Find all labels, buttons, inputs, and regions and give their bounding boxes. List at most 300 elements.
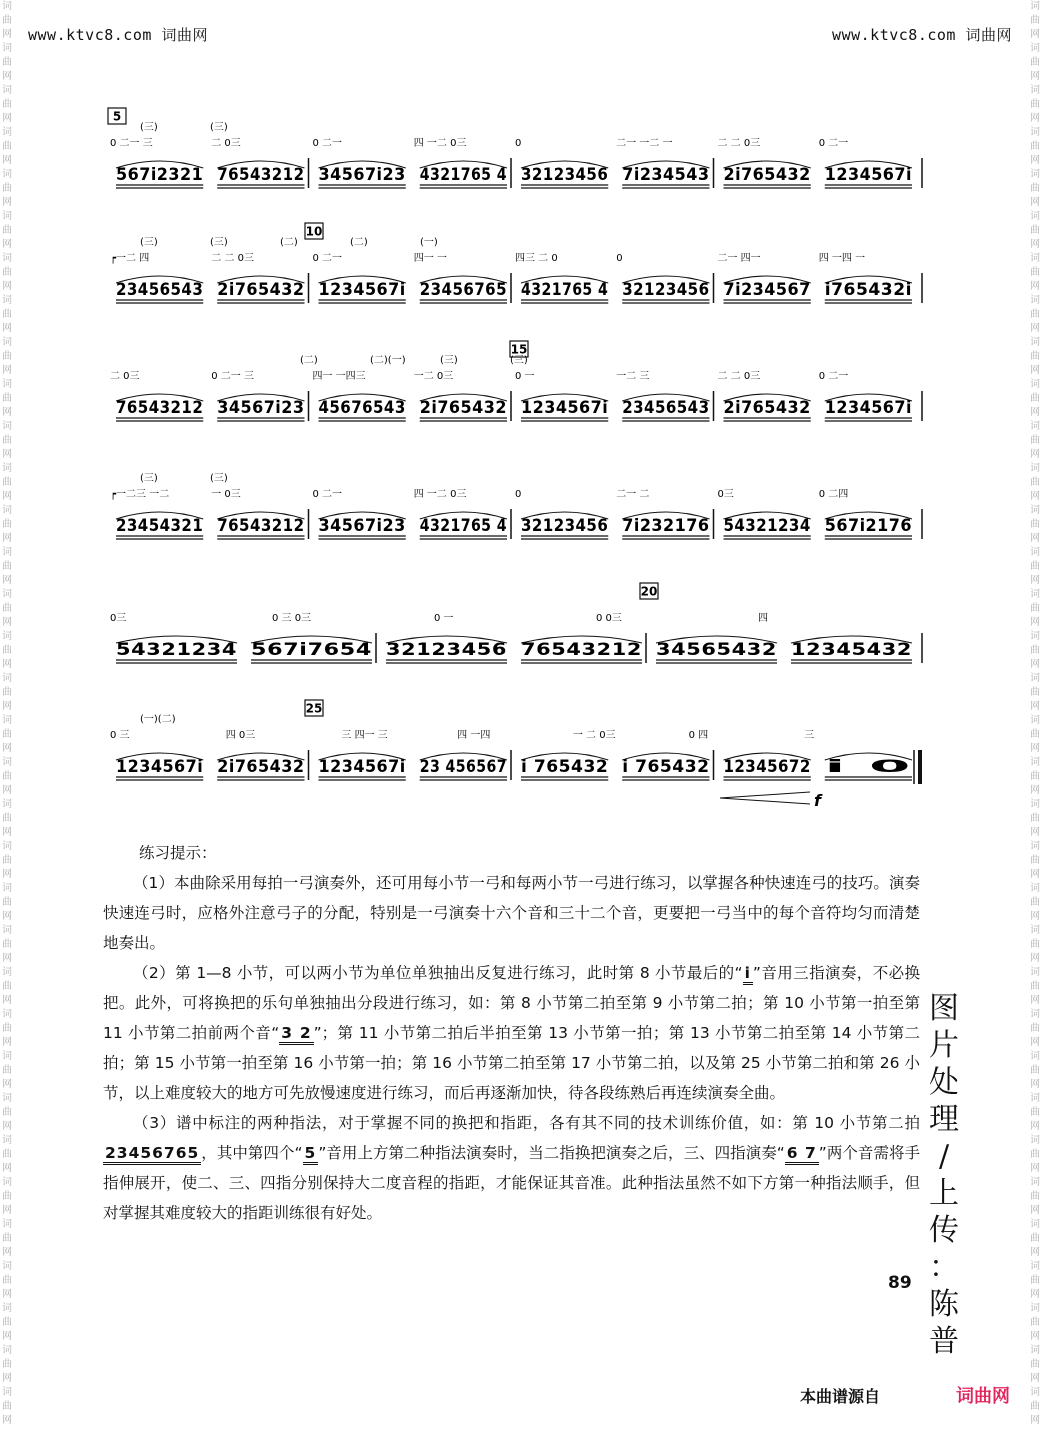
watermark-char: 网 xyxy=(1030,575,1040,586)
watermark-char: 网 xyxy=(1030,1079,1040,1090)
practice-tips xyxy=(103,838,920,1228)
watermark-char: 词 xyxy=(1030,379,1040,390)
watermark-char: 曲 xyxy=(1030,99,1040,110)
music-score xyxy=(100,100,930,820)
watermark-char: 词 xyxy=(1030,631,1040,642)
watermark-char: 词 xyxy=(2,379,12,390)
watermark-char: 曲 xyxy=(2,855,12,866)
watermark-char: 网 xyxy=(1030,533,1040,544)
watermark-char: 词 xyxy=(2,463,12,474)
watermark-char: 网 xyxy=(1030,281,1040,292)
tips-p3-part-c: ”音用上方第二种指法演奏时，当二指换把演奏之后，三、四指演奏“ xyxy=(318,1144,785,1162)
watermark-char: 网 xyxy=(2,659,12,670)
watermark-char: 词 xyxy=(2,799,12,810)
fingering-mark: 0 xyxy=(515,138,522,149)
note-group: 32123456 xyxy=(521,165,609,185)
note-group: 12345432 xyxy=(791,640,912,660)
position-mark: (二) xyxy=(280,237,298,248)
note-group: 54321234 xyxy=(116,640,237,660)
watermark-char: 词 xyxy=(2,1135,12,1146)
watermark-char: 网 xyxy=(1030,953,1040,964)
position-mark: (三) xyxy=(210,122,228,133)
note-group: 567i2176 xyxy=(824,516,912,536)
note-group: 4321765 4 xyxy=(419,516,507,536)
watermark-char: 词 xyxy=(1030,841,1040,852)
fingering-mark: 二 二 0三 xyxy=(211,253,254,264)
note-group: 1234567i xyxy=(318,280,406,300)
page-number: 89 xyxy=(888,1273,912,1293)
watermark-char: 曲 xyxy=(2,1401,12,1412)
watermark-char: 网 xyxy=(2,491,12,502)
position-mark: (二) xyxy=(350,237,368,248)
note-group: 4321765 4 xyxy=(521,280,609,300)
inline-notes-23456765: 23456765 xyxy=(103,1144,201,1165)
watermark-char: 网 xyxy=(1030,869,1040,880)
fingering-mark: 0三 xyxy=(110,613,127,624)
fingering-mark: 一二 0三 xyxy=(413,371,454,382)
watermark-char: 网 xyxy=(1030,701,1040,712)
header-left xyxy=(28,24,208,45)
watermark-char: 曲 xyxy=(2,561,12,572)
watermark-char: 词 xyxy=(1030,505,1040,516)
watermark-char: 网 xyxy=(1030,1289,1040,1300)
watermark-char: 曲 xyxy=(2,771,12,782)
watermark-char: 网 xyxy=(2,785,12,796)
watermark-char: 词 xyxy=(1030,43,1040,54)
note-group: 2i765432 xyxy=(217,280,305,300)
fingering-mark: 二一 二 xyxy=(616,489,650,500)
note-group: 1234567i xyxy=(521,398,609,418)
watermark-char: 网 xyxy=(2,449,12,460)
watermark-char: 曲 xyxy=(2,687,12,698)
dynamic-mark: f xyxy=(814,791,821,810)
watermark-char: 曲 xyxy=(2,1191,12,1202)
caption-char: / xyxy=(938,1139,950,1174)
watermark-char: 曲 xyxy=(1030,771,1040,782)
position-mark: (三) xyxy=(210,473,228,484)
watermark-char: 曲 xyxy=(2,1149,12,1160)
watermark-char: 词 xyxy=(2,253,12,264)
watermark-char: 曲 xyxy=(2,225,12,236)
note-group: i 0 xyxy=(824,757,912,777)
position-mark: (二) xyxy=(300,355,318,366)
watermark-char: 曲 xyxy=(2,477,12,488)
watermark-char: 网 xyxy=(1030,113,1040,124)
watermark-char: 词 xyxy=(2,1177,12,1188)
watermark-char: 词 xyxy=(2,673,12,684)
note-group: 32123456 xyxy=(622,280,710,300)
footer-source-label: 本曲谱源自 xyxy=(800,1387,881,1406)
crescendo-hairpin xyxy=(720,792,810,804)
watermark-char: 词 xyxy=(2,841,12,852)
note-group: 76543212 xyxy=(217,165,305,185)
watermark-char: 词 xyxy=(1030,1,1040,12)
watermark-char: 词 xyxy=(1030,925,1040,936)
watermark-char: 词 xyxy=(2,925,12,936)
watermark-char: 网 xyxy=(1030,1037,1040,1048)
watermark-char: 网 xyxy=(1030,995,1040,1006)
position-mark: (二)(一) xyxy=(370,355,406,366)
fingering-mark: 一二 三 xyxy=(616,371,650,382)
note-group: 34567i23 xyxy=(318,165,406,185)
tips-p3-part-b: ，其中第四个“ xyxy=(201,1144,303,1162)
fingering-mark: 二 0三 xyxy=(110,371,140,382)
caption-char: 上 xyxy=(929,1176,959,1211)
fingering-mark: 三 四一 三 xyxy=(341,730,388,741)
note-group: 34565432 xyxy=(656,640,777,660)
watermark-char: 词 xyxy=(1030,1219,1040,1230)
tips-p2-part-c: ”；第 11 小节第二拍后半拍至第 13 小节第一拍；第 13 小节第二拍至第 14 小节第二拍；第 15 小节第一拍至第 16 小节第一拍；第 16 小节第二拍至第 17 小节第二拍，以及第 25 小节第二拍和第 26 小节，以上难度较大的地方可先放慢速度进行练习，而后再逐渐加快，待各段练熟后再连续演奏全曲。 xyxy=(103,1024,920,1102)
watermark-char: 词 xyxy=(1030,547,1040,558)
watermark-char: 网 xyxy=(2,1079,12,1090)
watermark-char: 曲 xyxy=(2,141,12,152)
note-group: 34567i23 xyxy=(217,398,305,418)
watermark-char: 曲 xyxy=(1030,981,1040,992)
fingering-mark: 一 二 0三 xyxy=(572,730,616,741)
rehearsal-mark-number: 25 xyxy=(305,701,323,716)
watermark-char: 词 xyxy=(2,127,12,138)
watermark-char: 词 xyxy=(1030,589,1040,600)
position-mark: (三) xyxy=(140,122,158,133)
caption-char: 普 xyxy=(929,1324,959,1359)
rehearsal-mark-number: 15 xyxy=(510,342,528,357)
watermark-char: 曲 xyxy=(2,57,12,68)
watermark-char: 网 xyxy=(2,1247,12,1258)
note-group: 23454321 xyxy=(116,516,204,536)
note-group: 1234567i xyxy=(824,165,912,185)
fingering-mark: 0 一 xyxy=(515,371,535,382)
watermark-char: 曲 xyxy=(1030,897,1040,908)
tips-paragraph-3 xyxy=(103,1108,920,1228)
position-mark: (一) xyxy=(420,237,438,248)
watermark-char: 词 xyxy=(1030,85,1040,96)
watermark-char: 网 xyxy=(2,617,12,628)
watermark-char: 曲 xyxy=(2,981,12,992)
watermark-char: 网 xyxy=(2,407,12,418)
watermark-char: 词 xyxy=(2,1219,12,1230)
watermark-char: 曲 xyxy=(2,99,12,110)
watermark-char: 曲 xyxy=(1030,57,1040,68)
watermark-char: 曲 xyxy=(1030,141,1040,152)
note-group: 1234567i xyxy=(318,757,406,777)
note-group: 76543212 xyxy=(217,516,305,536)
watermark-char: 曲 xyxy=(2,183,12,194)
watermark-char: 词 xyxy=(1030,1345,1040,1356)
watermark-char: 词 xyxy=(2,1051,12,1062)
watermark-char: 网 xyxy=(1030,827,1040,838)
fingering-mark: 四 一二 0三 xyxy=(413,138,467,149)
watermark-char: 曲 xyxy=(1030,225,1040,236)
tips-p2-part-b: ”音用三指演奏，不必换把。此外，可将换把的乐句单独抽出分段进行练习，如：第 8 小节第二拍至第 9 小节第二拍；第 10 小节第一拍至第 11 小节第二拍前两个音“ xyxy=(103,964,921,1042)
watermark-char: 曲 xyxy=(1030,855,1040,866)
watermark-char: 词 xyxy=(1030,883,1040,894)
watermark-char: 网 xyxy=(2,365,12,376)
watermark-char: 网 xyxy=(1030,365,1040,376)
watermark-char: 曲 xyxy=(1030,1317,1040,1328)
header-right xyxy=(832,24,1012,45)
fingering-mark: 二一 四一 xyxy=(717,253,761,264)
tips-paragraph-2 xyxy=(103,958,920,1108)
caption-char: ： xyxy=(929,1250,959,1285)
watermark-char: 网 xyxy=(1030,239,1040,250)
note-group: 23 456567 xyxy=(419,757,507,777)
header-left-url[interactable]: www.ktvc8.com xyxy=(28,26,152,44)
watermark-char: 词 xyxy=(1030,127,1040,138)
watermark-char: 网 xyxy=(2,1331,12,1342)
watermark-char: 曲 xyxy=(1030,603,1040,614)
fingering-mark: 四 一四 一 xyxy=(818,253,866,264)
watermark-char: 词 xyxy=(2,589,12,600)
watermark-char: 词 xyxy=(1030,673,1040,684)
position-mark: (三) xyxy=(440,355,458,366)
note-group: 2i765432 xyxy=(217,757,305,777)
watermark-char: 曲 xyxy=(1030,1359,1040,1370)
fingering-mark: 三 xyxy=(804,730,815,741)
watermark-char: 曲 xyxy=(1030,687,1040,698)
watermark-char: 曲 xyxy=(2,1233,12,1244)
watermark-char: 词 xyxy=(1030,967,1040,978)
inline-note-5: 5 xyxy=(303,1144,319,1165)
watermark-char: 网 xyxy=(2,113,12,124)
watermark-char: 词 xyxy=(2,1009,12,1020)
watermark-char: 词 xyxy=(2,1303,12,1314)
watermark-char: 词 xyxy=(2,757,12,768)
note-group: 7i234543 xyxy=(622,165,710,185)
fingering-mark: 四 一二 0三 xyxy=(413,489,467,500)
fingering-mark: 二 二 0三 xyxy=(717,371,761,382)
caption-char: 片 xyxy=(929,1028,959,1063)
watermark-char: 网 xyxy=(1030,617,1040,628)
fingering-mark: 0 二一 xyxy=(818,138,849,149)
fingering-mark: 0 二一 三 xyxy=(110,138,153,149)
tips-paragraph-1: （1）本曲除采用每拍一弓演奏外，还可用每小节一弓和每两小节一弓进行练习，以掌握各种快速连弓的技巧。演奏快速连弓时，应格外注意弓子的分配，特别是一弓演奏十六个音和三十二个音，更要把一弓当中的每个音符均匀而清楚地奏出。 xyxy=(103,874,920,952)
fingering-mark: 四一 一 xyxy=(413,253,447,264)
watermark-char: 网 xyxy=(1030,1373,1040,1384)
watermark-char: 网 xyxy=(1030,659,1040,670)
watermark-char: 网 xyxy=(2,701,12,712)
watermark-char: 曲 xyxy=(2,519,12,530)
watermark-char: 曲 xyxy=(1030,309,1040,320)
fingering-mark: 四 一四 xyxy=(457,730,491,741)
watermark-char: 词 xyxy=(1030,337,1040,348)
watermark-char: 网 xyxy=(1030,1331,1040,1342)
note-group: 1234567i xyxy=(824,398,912,418)
watermark-char: 曲 xyxy=(1030,1401,1040,1412)
fingering-mark: 0 二一 xyxy=(312,489,343,500)
watermark-char: 词 xyxy=(1030,421,1040,432)
watermark-char: 词 xyxy=(2,505,12,516)
watermark-char: 曲 xyxy=(1030,1191,1040,1202)
watermark-char: 曲 xyxy=(2,645,12,656)
watermark-char: 曲 xyxy=(2,1023,12,1034)
watermark-char: 词 xyxy=(1030,715,1040,726)
note-group: 76543212 xyxy=(116,398,204,418)
fingering-mark: 0 二一 xyxy=(312,253,343,264)
position-mark: (三) xyxy=(140,237,158,248)
watermark-char: 词 xyxy=(1030,1387,1040,1398)
right-watermark-strip xyxy=(1028,0,1042,1431)
watermark-char: 曲 xyxy=(1030,519,1040,530)
watermark-char: 网 xyxy=(2,533,12,544)
watermark-char: 词 xyxy=(1030,169,1040,180)
rehearsal-mark-number: 10 xyxy=(305,224,323,239)
caption-char: 传 xyxy=(929,1213,959,1248)
watermark-char: 网 xyxy=(1030,743,1040,754)
fingering-mark: 一 0三 xyxy=(211,489,241,500)
watermark-char: 网 xyxy=(1030,911,1040,922)
watermark-char: 网 xyxy=(2,1415,12,1426)
watermark-char: 曲 xyxy=(2,1317,12,1328)
watermark-char: 词 xyxy=(2,715,12,726)
fingering-mark: 0 三 0三 xyxy=(272,613,312,624)
watermark-char: 曲 xyxy=(1030,1023,1040,1034)
watermark-char: 词 xyxy=(1030,295,1040,306)
watermark-char: 网 xyxy=(2,953,12,964)
watermark-char: 词 xyxy=(1030,253,1040,264)
watermark-char: 词 xyxy=(2,1093,12,1104)
watermark-char: 曲 xyxy=(1030,183,1040,194)
watermark-char: 词 xyxy=(2,547,12,558)
watermark-char: 网 xyxy=(2,869,12,880)
fingering-mark: 0 二一 xyxy=(818,371,849,382)
note-group: 32123456 xyxy=(386,640,507,660)
watermark-char: 曲 xyxy=(1030,267,1040,278)
tips-p2-part-a: （2）第 1—8 小节，可以两小节为单位单独抽出反复进行练习，此时第 8 小节最后的“ xyxy=(133,964,743,982)
header-left-site: 词曲网 xyxy=(161,26,208,44)
watermark-char: 曲 xyxy=(1030,393,1040,404)
watermark-char: 词 xyxy=(1030,1303,1040,1314)
rehearsal-mark-number: 20 xyxy=(640,584,658,599)
watermark-char: 词 xyxy=(1030,463,1040,474)
watermark-char: 曲 xyxy=(1030,435,1040,446)
watermark-char: 词 xyxy=(2,169,12,180)
watermark-char: 词 xyxy=(1030,1135,1040,1146)
watermark-char: 曲 xyxy=(2,435,12,446)
watermark-char: 网 xyxy=(1030,1163,1040,1174)
note-group: i765432i xyxy=(824,280,912,300)
fingering-mark: 0 一 xyxy=(434,613,454,624)
note-group: 4321765 4 xyxy=(419,165,507,185)
watermark-char: 网 xyxy=(1030,71,1040,82)
tips-p3-part-d: ”两个音需将手指伸展开，使二、三、四指分别保持大二度音程的指距，才能保证其音准。此种指法虽然不如下方第一种指法顺手，但对掌握其难度较大的指距训练很有好处。 xyxy=(103,1144,921,1222)
caption-char: 陈 xyxy=(929,1287,959,1322)
watermark-char: 曲 xyxy=(2,603,12,614)
fingering-mark: 0 三 xyxy=(110,730,130,741)
watermark-char: 词 xyxy=(1030,1009,1040,1020)
note-group: 567i2321 xyxy=(116,165,204,185)
watermark-char: 曲 xyxy=(2,15,12,26)
position-mark: (一)(二) xyxy=(140,714,176,725)
watermark-char: 网 xyxy=(2,995,12,1006)
watermark-char: 网 xyxy=(2,1205,12,1216)
watermark-char: 网 xyxy=(1030,1205,1040,1216)
watermark-char: 网 xyxy=(1030,155,1040,166)
tips-heading: 练习提示： xyxy=(139,844,217,862)
watermark-char: 曲 xyxy=(1030,729,1040,740)
note-group: 23456543 xyxy=(116,280,204,300)
fingering-mark: 四 0三 xyxy=(225,730,256,741)
note-group: 7i234567 xyxy=(723,280,811,300)
fingering-mark: ┍一二 四 xyxy=(110,253,150,264)
note-group: 76543212 xyxy=(521,640,642,660)
watermark-char: 网 xyxy=(2,575,12,586)
header-right-url[interactable]: www.ktvc8.com xyxy=(832,26,956,44)
watermark-char: 曲 xyxy=(2,1275,12,1286)
watermark-char: 词 xyxy=(1030,757,1040,768)
note-group: 2i765432 xyxy=(419,398,507,418)
watermark-char: 曲 xyxy=(1030,1107,1040,1118)
watermark-char: 词 xyxy=(2,295,12,306)
watermark-char: 词 xyxy=(2,211,12,222)
caption-char: 图 xyxy=(929,991,959,1026)
note-group: 45676543 xyxy=(318,398,406,418)
note-group: 1234567i xyxy=(116,757,204,777)
watermark-char: 曲 xyxy=(1030,15,1040,26)
watermark-char: 网 xyxy=(2,281,12,292)
inline-note-32: 3 2 xyxy=(279,1024,313,1045)
watermark-char: 网 xyxy=(2,1121,12,1132)
note-group: 23456543 xyxy=(622,398,710,418)
watermark-char: 曲 xyxy=(1030,477,1040,488)
watermark-char: 曲 xyxy=(1030,645,1040,656)
watermark-char: 曲 xyxy=(2,813,12,824)
fingering-mark: 四三 二 0 xyxy=(515,253,558,264)
watermark-char: 曲 xyxy=(1030,561,1040,572)
watermark-char: 词 xyxy=(1030,799,1040,810)
vertical-caption xyxy=(926,990,962,1360)
note-group: 23456765 xyxy=(419,280,507,300)
watermark-char: 曲 xyxy=(2,351,12,362)
fingering-mark: 0 xyxy=(616,253,623,264)
watermark-char: 曲 xyxy=(1030,1149,1040,1160)
footer-site-link[interactable]: 词曲网 xyxy=(956,1386,1010,1407)
watermark-char: 词 xyxy=(1030,1177,1040,1188)
watermark-char: 曲 xyxy=(1030,1065,1040,1076)
watermark-char: 词 xyxy=(2,421,12,432)
watermark-char: 网 xyxy=(2,827,12,838)
position-mark: (三) xyxy=(210,237,228,248)
watermark-char: 词 xyxy=(1030,1261,1040,1272)
watermark-char: 词 xyxy=(2,883,12,894)
note-group: i 765432 xyxy=(622,757,710,777)
header-right-site: 词曲网 xyxy=(965,26,1012,44)
note-group: 34567i23 xyxy=(318,516,406,536)
fingering-mark: 0 二一 xyxy=(312,138,343,149)
fingering-mark: 二 二 0三 xyxy=(717,138,761,149)
watermark-char: 网 xyxy=(2,29,12,40)
watermark-char: 曲 xyxy=(2,309,12,320)
fingering-mark: ┍一二三 一二 xyxy=(110,489,170,500)
watermark-char: 网 xyxy=(2,323,12,334)
note-group: 567i7654 xyxy=(251,640,372,660)
watermark-char: 网 xyxy=(1030,449,1040,460)
watermark-char: 词 xyxy=(1030,1051,1040,1062)
watermark-char: 曲 xyxy=(1030,1275,1040,1286)
caption-char: 处 xyxy=(929,1065,959,1100)
watermark-char: 网 xyxy=(1030,1121,1040,1132)
watermark-char: 网 xyxy=(1030,407,1040,418)
note-group: 7i232176 xyxy=(622,516,710,536)
watermark-char: 网 xyxy=(2,239,12,250)
caption-char: 理 xyxy=(929,1102,959,1137)
watermark-char: 词 xyxy=(2,1345,12,1356)
watermark-char: 曲 xyxy=(2,939,12,950)
watermark-char: 网 xyxy=(2,911,12,922)
watermark-char: 词 xyxy=(1030,211,1040,222)
watermark-char: 曲 xyxy=(1030,1233,1040,1244)
fingering-mark: 0 xyxy=(515,489,522,500)
position-mark: (三) xyxy=(140,473,158,484)
